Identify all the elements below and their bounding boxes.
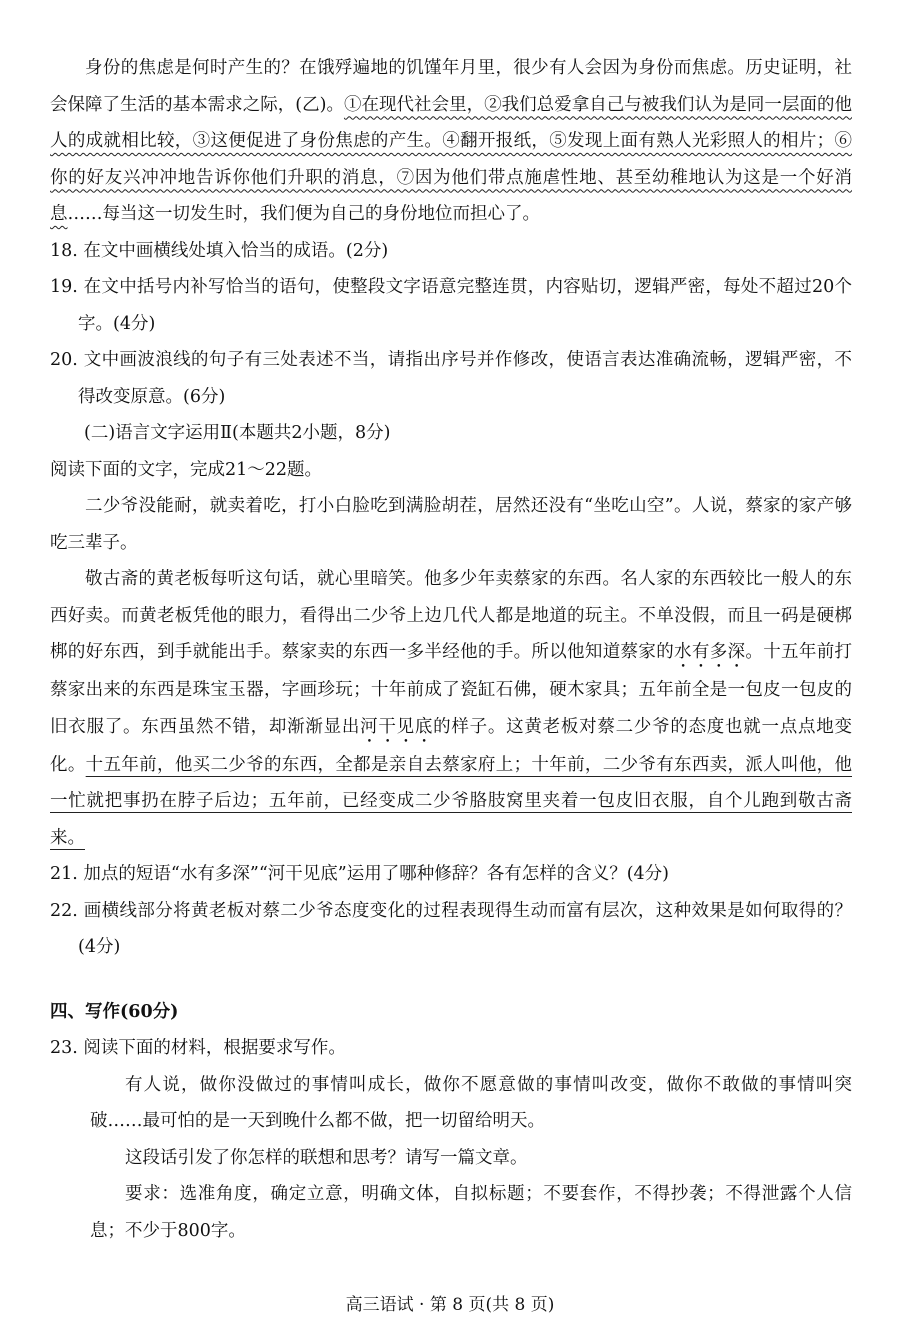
subsection-heading: (二)语言文字运用Ⅱ(本题共2小题，8分)	[84, 423, 391, 443]
question-text: 阅读下面的材料，根据要求写作。	[83, 1038, 346, 1058]
question-text: 加点的短语“水有多深”“河干见底”运用了哪种修辞？各有怎样的含义？(4分)	[83, 864, 669, 884]
question-number: 21.	[50, 864, 78, 884]
question-text: 在文中括号内补写恰当的语句，使整段文字语意完整连贯，内容贴切，逻辑严密，每处不超过20个字。(4分)	[78, 277, 852, 334]
wavy-underlined-sentence: ①在现代社会里，②我们总爱拿自己与被我们认为是同一层面的他人的成就相比较，③这便促进了身份焦虑的产生。④翻开报纸，⑤发现上面有熟人光彩照人的相片；⑥你的好友兴冲冲地告诉你他们升职的消息，⑦因为他们带点施虐性地、甚至幼稚地认为这是一个好消息	[50, 94, 852, 224]
writing-material: 有人说，做你没做过的事情叫成长，做你不愿意做的事情叫改变，做你不敢做的事情叫突破……最可怕的是一天到晚什么都不做，把一切留给明天。	[90, 1074, 852, 1131]
passage1-tail: ……每当这一切发生时，我们便为自己的身份地位而担心了。	[67, 204, 540, 224]
question-number: 20.	[50, 350, 78, 370]
question-22	[50, 893, 852, 966]
question-number: 19.	[50, 277, 78, 297]
question-19	[50, 269, 852, 342]
passage1-lead: 身份的焦虑是何时产生的？在饿殍遍地的饥馑年月里，很少有人会因为身份而焦虑。历史证明，社会保障了生活的基本需求之际，(乙)。	[50, 58, 852, 115]
passage2-para1: 二少爷没能耐，就卖着吃，打小白脸吃到满脸胡茬，居然还没有“坐吃山空”。人说，蔡家的家产够吃三辈子。	[50, 496, 852, 553]
reading-instruction: 阅读下面的文字，完成21～22题。	[50, 459, 323, 480]
dotted-phrase-1: 水有多深	[674, 642, 746, 662]
passage2-text: 。十五年前打蔡家出来的东西是珠宝玉器，字画珍玩；十年前成了瓷缸石佛，硬木家具；五年前全是一包皮一包皮的旧衣服了。东西虽然不错，却渐渐显出	[50, 642, 853, 737]
question-18	[50, 233, 852, 270]
passage2-para2	[50, 561, 852, 856]
writing-requirements: 要求：选准角度，确定立意，明确文体，自拟标题；不要套作，不得抄袭；不得泄露个人信息；不少于800字。	[90, 1184, 852, 1241]
underlined-passage: 十五年前，他买二少爷的东西，全都是亲自去蔡家府上；十年前，二少爷有东西卖，派人叫他，他一忙就把事扔在脖子后边；五年前，已经变成二少爷胳肢窝里夹着一包皮旧衣服，自个儿跑到敬古斋来。	[50, 754, 853, 848]
question-text: 在文中画横线处填入恰当的成语。(2分)	[83, 240, 389, 261]
section-heading-writing: 四、写作(60分)	[50, 1001, 179, 1022]
question-21	[50, 856, 852, 893]
passage-identity-anxiety	[50, 50, 852, 233]
question-text: 画横线部分将黄老板对蔡二少爷态度变化的过程表现得生动而富有层次，这种效果是如何取得的？(4分)	[78, 900, 852, 957]
question-number: 22.	[50, 900, 78, 921]
dotted-phrase-2: 河干见底	[360, 716, 434, 737]
writing-prompt: 这段话引发了你怎样的联想和思考？请写一篇文章。	[125, 1147, 528, 1168]
question-text: 文中画波浪线的句子有三处表述不当，请指出序号并作修改，使语言表达准确流畅，逻辑严密，不得改变原意。(6分)	[78, 350, 852, 407]
passage2-text: 的样子。这黄老板对蔡二少爷的态度也就一点点地变化。	[50, 716, 853, 775]
page-footer: 高三语试 · 第 8 页(共 8 页)	[345, 1295, 555, 1315]
question-number: 18.	[50, 240, 78, 261]
passage2-text: 敬古斋的黄老板每听这句话，就心里暗笑。他多少年卖蔡家的东西。名人家的东西较比一般人的东西好卖。而黄老板凭他的眼力，看得出二少爷上边几代人都是地道的玩主。不单没假，而且一码是硬梆梆的好东西，到手就能出手。蔡家卖的东西一多半经他的手。所以他知道蔡家的	[50, 569, 852, 662]
question-20	[50, 342, 852, 415]
question-23	[50, 1030, 852, 1067]
question-number: 23.	[50, 1038, 78, 1058]
